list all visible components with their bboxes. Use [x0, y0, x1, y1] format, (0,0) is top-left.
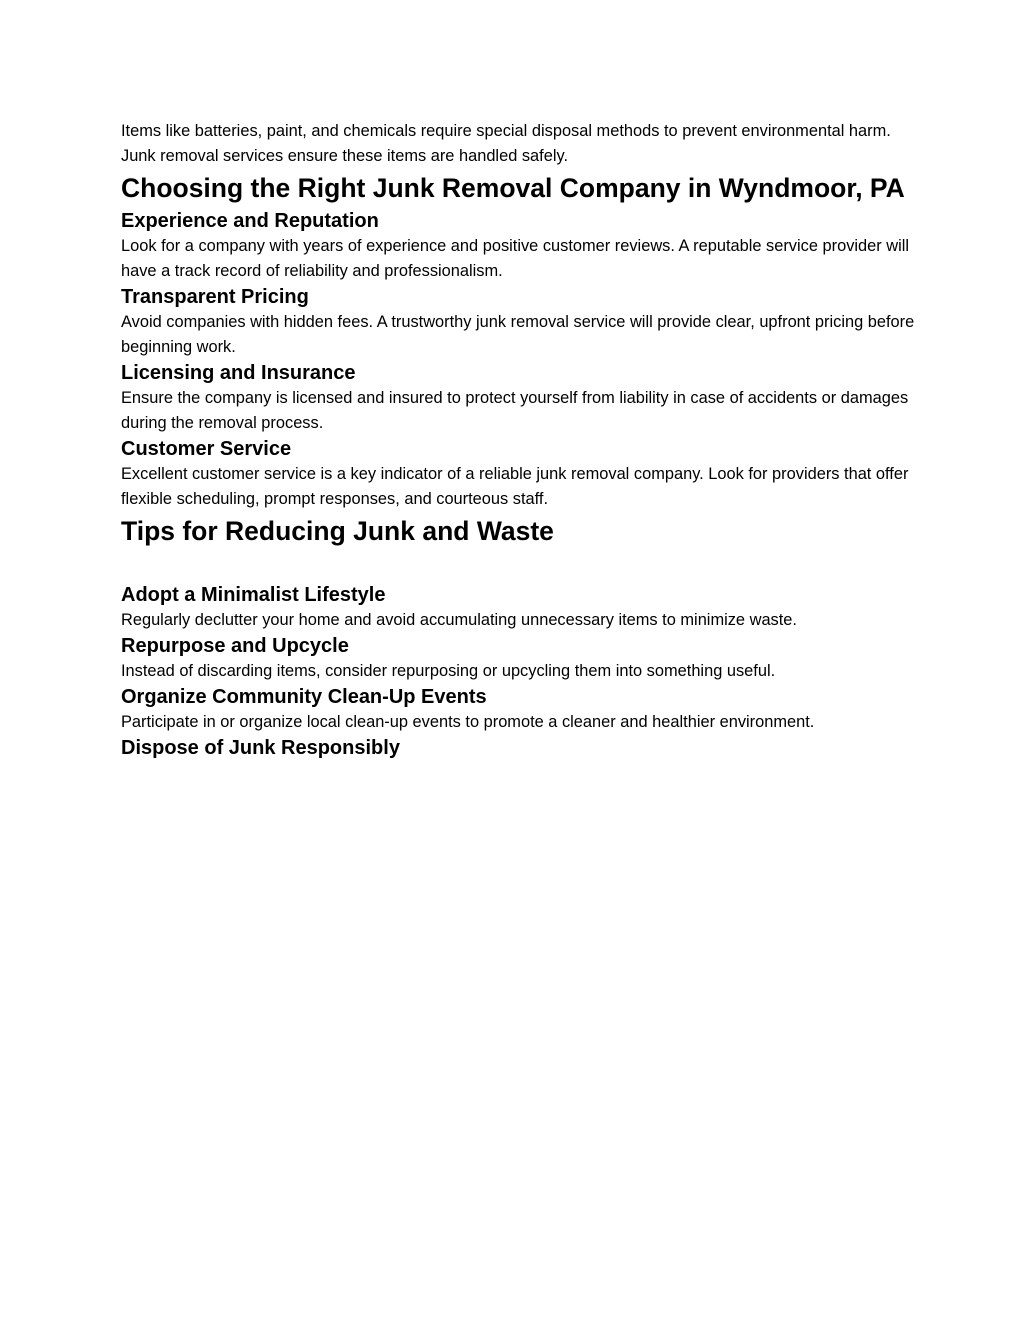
- paragraph-licensing-insurance: Ensure the company is licensed and insured to protect yourself from liability in case of accidents or damages during the removal process.: [121, 389, 909, 432]
- paragraph-repurpose-upcycle: Instead of discarding items, consider repurposing or upcycling them into something useful.: [121, 662, 776, 680]
- paragraph-minimalist-lifestyle: Regularly declutter your home and avoid accumulating unnecessary items to minimize waste.: [121, 611, 797, 629]
- intro-paragraph: Items like batteries, paint, and chemicals require special disposal methods to prevent environmental harm. Junk removal services ensure these items are handled safely.: [121, 122, 891, 165]
- heading-community-cleanup: Organize Community Clean-Up Events: [121, 686, 487, 708]
- paragraph-community-cleanup: Participate in or organize local clean-up events to promote a cleaner and healthier environment.: [121, 713, 815, 731]
- heading-experience-reputation: Experience and Reputation: [121, 210, 379, 232]
- paragraph-transparent-pricing: Avoid companies with hidden fees. A trustworthy junk removal service will provide clear, upfront pricing before beginning work.: [121, 313, 915, 356]
- paragraph-customer-service: Excellent customer service is a key indicator of a reliable junk removal company. Look for providers that offer flexible scheduling, prompt responses, and courteous staff.: [121, 465, 909, 508]
- section-title-reducing-junk: Tips for Reducing Junk and Waste: [121, 516, 554, 546]
- document-page: [121, 119, 921, 761]
- paragraph-experience-reputation: Look for a company with years of experience and positive customer reviews. A reputable service provider will have a track record of reliability and professionalism.: [121, 237, 910, 280]
- heading-transparent-pricing: Transparent Pricing: [121, 286, 309, 308]
- heading-customer-service: Customer Service: [121, 438, 292, 460]
- heading-licensing-insurance: Licensing and Insurance: [121, 362, 356, 384]
- heading-minimalist-lifestyle: Adopt a Minimalist Lifestyle: [121, 584, 386, 606]
- heading-repurpose-upcycle: Repurpose and Upcycle: [121, 635, 349, 657]
- heading-dispose-responsibly: Dispose of Junk Responsibly: [121, 737, 400, 759]
- section-title-choosing-company: Choosing the Right Junk Removal Company in Wyndmoor, PA: [121, 173, 905, 203]
